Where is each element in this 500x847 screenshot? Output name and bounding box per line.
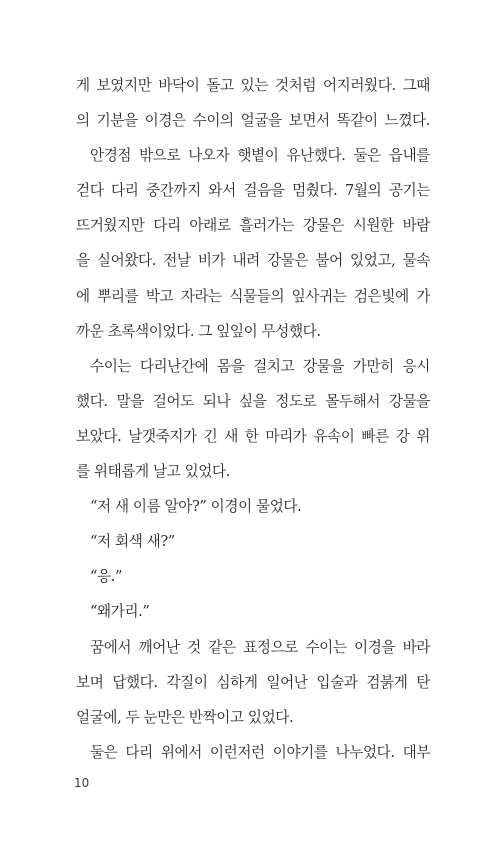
text-line: 수이는 다리난간에 몸을 걸치고 강물을 가만히 응시 [90,357,430,375]
text-line: 둘은 다리 위에서 이런저런 이야기를 나누었다. 대부 [90,743,430,761]
text-line: 을 실어왔다. 전날 비가 내려 강물은 불어 있었고, 물속 [76,252,430,270]
text-line: 안경점 밖으로 나오자 햇볕이 유난했다. 둘은 읍내를 [90,147,430,165]
text-line: 게 보였지만 바닥이 돌고 있는 것처럼 어지러웠다. 그때 [76,77,430,94]
text-line: 얼굴에, 두 눈만은 반짝이고 있었다. [76,708,294,726]
text-line: 보았다. 날갯죽지가 긴 새 한 마리가 유속이 빠른 강 위 [76,427,430,445]
text-line: 했다. 말을 걸어도 되나 싶을 정도로 몰두해서 강물을 [76,392,430,410]
text-line: 에 뿌리를 박고 자라는 식물들의 잎사귀는 검은빛에 가 [76,287,430,305]
dialogue-line: “저 회색 새?” [90,533,175,551]
text-line: 의 기분을 이경은 수이의 얼굴을 보면서 똑같이 느꼈다. [76,112,430,130]
text-line: 를 위태롭게 날고 있었다. [76,463,230,481]
page-number: 10 [74,776,90,790]
dialogue-line: “왜가리.” [90,603,150,621]
body-text [76,68,430,770]
dialogue-line: “저 새 이름 알아?” 이경이 물었다. [90,498,302,516]
dialogue-line: “응.” [90,568,123,586]
text-line: 까운 초록색이었다. 그 잎잎이 무성했다. [76,322,321,340]
text-line: 걷다 다리 중간까지 와서 걸음을 멈췄다. 7월의 공기는 [76,182,430,200]
text-line: 뜨거웠지만 다리 아래로 흘러가는 강물은 시원한 바람 [76,217,430,235]
text-line: 꿈에서 깨어난 것 같은 표정으로 수이는 이경을 바라 [90,638,430,656]
text-line: 보며 답했다. 각질이 심하게 일어난 입술과 검붉게 탄 [76,673,430,691]
